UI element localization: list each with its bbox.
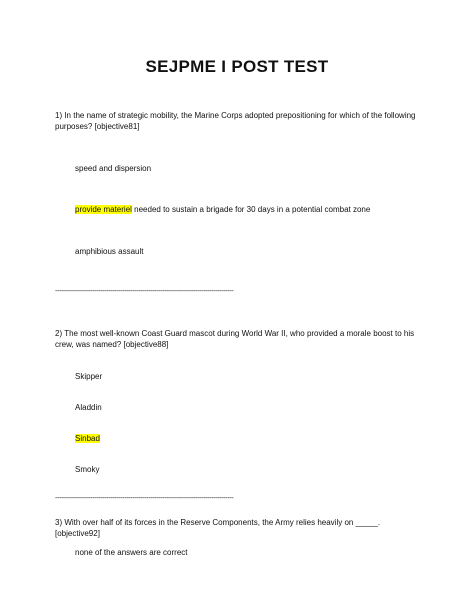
question-2-option-1: Skipper [75, 372, 103, 381]
question-2-text: 2) The most well-known Coast Guard mascot during World War II, who provided a morale boost to his crew, was named? [objective88] [55, 329, 415, 349]
question-2-option-3 [75, 433, 100, 444]
question-3-option-1: none of the answers are correct [75, 548, 188, 557]
question-2-option-2: Aladdin [75, 403, 102, 412]
option-text: needed to sustain a brigade for 30 days in a potential combat zone [131, 205, 371, 214]
highlighted-answer: provide materiel [75, 205, 132, 214]
separator-line: ------------------------------------------------------------------------------------------ [55, 288, 234, 295]
question-1-option-1: speed and dispersion [75, 164, 152, 173]
page-title: SEJPME I POST TEST [145, 57, 329, 76]
question-1-text: 1) In the name of strategic mobility, the Marine Corps adopted prepositioning for which of the following purposes? [objective81] [55, 111, 416, 131]
question-1-option-2 [75, 204, 370, 215]
question-1-option-3: amphibious assault [75, 247, 144, 256]
highlighted-answer: Sinbad [75, 434, 100, 443]
question-2-option-4: Smoky [75, 465, 100, 474]
separator-line: ------------------------------------------------------------------------------------------ [55, 495, 234, 502]
question-3-text: 3) With over half of its forces in the Reserve Components, the Army relies heavily on _____. [objective92] [55, 518, 381, 538]
